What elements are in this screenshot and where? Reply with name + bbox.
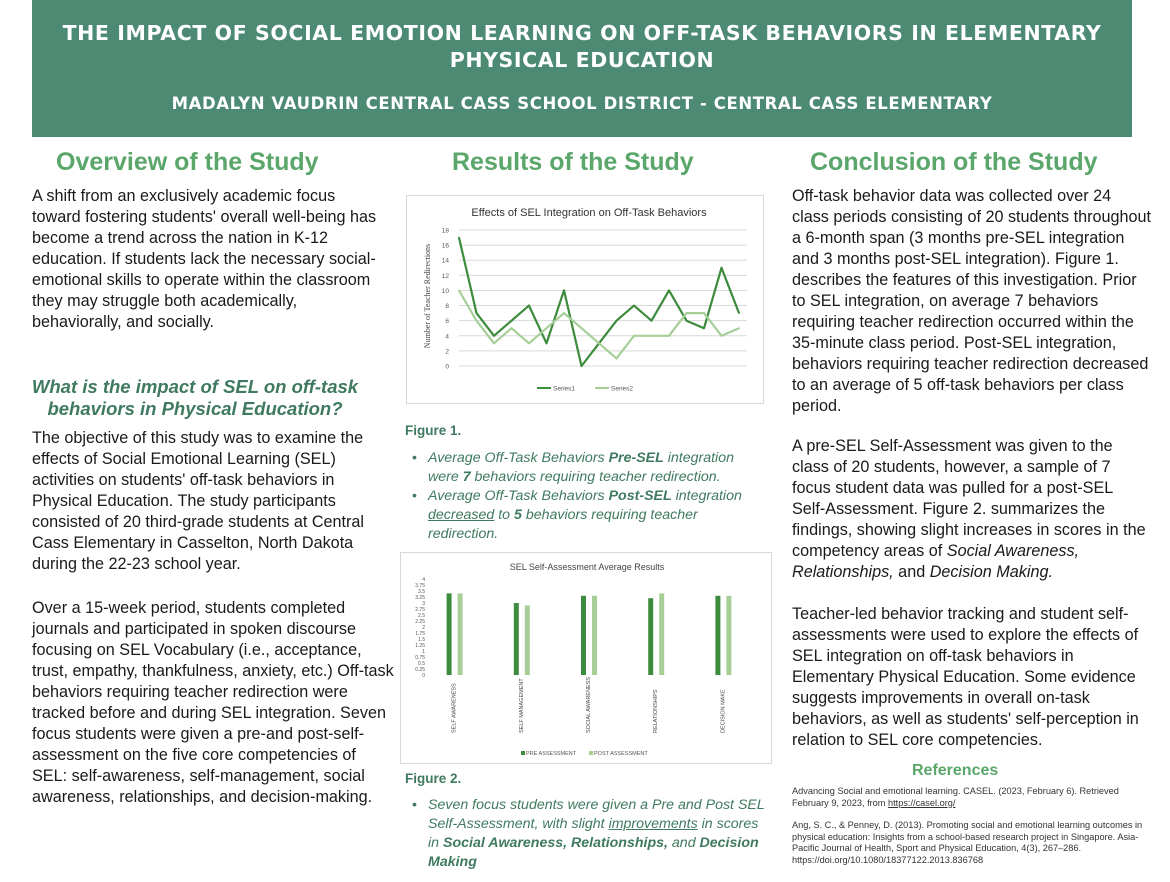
fig2-areas: Social Awareness, Relationships, [442,835,668,851]
line-series-2-point [476,320,478,322]
bar-chart-category-label: DECISION MAKE [720,689,727,733]
line-series-2-point [651,335,653,337]
research-question [10,376,380,420]
research-question-line-2: behaviors in Physical Education? [47,398,343,419]
fig2-text-e: and [667,835,700,851]
bar-chart-ytick-label: 3 [422,601,425,607]
figure-2-bullet [408,796,768,872]
fig1-b2-value: 5 [513,507,522,523]
line-series-1-point [721,267,723,269]
bar-chart-svg [401,553,771,763]
bar-chart-ytick-label: 3.75 [415,583,425,589]
bar-legend-swatch [589,751,593,755]
line-chart-title: Effects of SEL Integration on Off-Task Behaviors [471,207,707,219]
fig2-decision-making: Decision Making [428,835,759,870]
line-series-1-point [476,312,478,314]
conclusion-heading: Conclusion of the Study [810,148,1098,176]
line-series-2-point [546,327,548,329]
bar-pre-assessment [715,596,720,675]
title-line-2: PHYSICAL EDUCATION [449,48,715,72]
line-chart-ytick-label: 18 [441,227,449,235]
line-legend-label: Series2 [611,385,634,393]
line-chart-ytick-label: 16 [441,242,449,250]
line-chart-ytick-label: 6 [445,318,449,326]
line-series-2-point [668,335,670,337]
reference-2: Ang, S. C., & Penney, D. (2013). Promoting social and emotional learning outcomes in physical education: Insights from a school-based research project in Singapore. Asia-Pacific Journal of Health, Sport and Physical Education, 4(3), 267–286. https://doi.org/10.1080/18377122.2013.836768 [792,820,1143,865]
line-series-1-point [528,305,530,307]
line-series-2-point [633,335,635,337]
figure-2-bullets [408,796,768,872]
line-series-1-point [633,305,635,307]
fig1-b1-pre-sel: Pre-SEL [608,450,664,466]
bar-chart-ytick-label: 0.25 [415,667,425,673]
objective-paragraph: The objective of this study was to examine the effects of Social Emotional Learning (SEL) activities on students' off-task behaviors in Physical Education. The study participants consisted of 20 third-grade students at Central Cass Elementary in Casselton, North Dakota during the 22-23 school year. [32,429,365,573]
author-line: MADALYN VAUDRIN CENTRAL CASS SCHOOL DISTRICT - CENTRAL CASS ELEMENTARY [171,94,993,113]
line-series-2-point [703,312,705,314]
line-chart-ytick-label: 0 [445,363,449,371]
line-series-1-point [651,320,653,322]
line-series-2-point [511,327,513,329]
figure-2-label: Figure 2. [405,771,462,786]
bar-chart-category-label: SELF MANAGEMENT [518,678,525,733]
figure-1-bullet-post [408,487,753,544]
line-series-1-point [563,290,565,292]
bar-post-assessment [458,593,463,675]
line-chart-ytick-label: 12 [441,272,449,280]
fig1-b2-decreased: decreased [428,507,495,523]
figure-1-bullet-pre [408,449,753,487]
bar-pre-assessment [581,596,586,675]
bar-chart-category-label: RELATIONSHIPS [653,689,660,733]
conclusion-p2-areas: Social Awareness, Relationships, [792,542,1080,581]
bar-chart-ytick-label: 3.25 [415,595,425,601]
line-series-1-point [581,365,583,367]
bar-chart-ytick-label: 2.5 [418,613,425,619]
bar-post-assessment [659,593,664,675]
line-chart-figure-1 [406,195,764,404]
fig2-improvements: improvements [608,816,698,832]
figure-1-bullets [408,449,753,544]
line-series-1-point [511,320,513,322]
line-chart-ylabel: Number of Teacher Redirections [423,243,432,349]
bar-pre-assessment [648,598,653,675]
conclusion-p2-decision: Decision Making. [929,563,1053,581]
bar-pre-assessment [514,603,519,675]
figure-1-label: Figure 1. [405,423,462,438]
conclusion-p2-text: A pre-SEL Self-Assessment was given to the class of 20 students, however, a sample of 7 focus student data was pulled for a post-SEL Self-Assessment. Figure 2. summarizes the findings, showing slight increases in scores in the competency areas of [792,437,1146,560]
conclusion-p2-and: and [893,563,930,581]
bar-chart-ytick-label: 1.25 [415,643,425,649]
bar-chart-ytick-label: 1 [422,649,425,655]
bar-post-assessment [726,596,731,675]
reference-1-link[interactable]: https://casel.org/ [888,797,956,808]
line-chart-svg [407,196,763,403]
bar-chart-ytick-label: 0 [422,673,425,679]
fig1-b2-text-c: integration [671,488,742,504]
bar-post-assessment [525,605,530,675]
references-heading: References [912,762,999,779]
bar-chart-ytick-label: 2.25 [415,619,425,625]
bar-chart-title: SEL Self-Assessment Average Results [509,562,665,572]
line-series-2-point [581,327,583,329]
line-chart-ytick-label: 14 [441,257,449,265]
bar-chart-category-label: SOCIAL AWARENESS [586,677,592,733]
line-series-2-point [738,327,740,329]
reference-1 [792,786,1152,809]
bar-chart-category-label: SELF AWARENESS [451,683,458,733]
bar-legend-label: POST ASSESSMENT [594,751,648,757]
bar-chart-ytick-label: 0.5 [418,661,425,667]
line-series-2-point [616,358,618,360]
bar-chart-ytick-label: 4 [422,577,425,583]
line-chart-ytick-label: 10 [441,287,449,295]
line-series-2-point [528,342,530,344]
fig1-b2-text-a: Average Off-Task Behaviors [428,488,609,504]
line-series-2-point [563,312,565,314]
reference-1-text: Advancing Social and emotional learning. CASEL. (2023, February 6). Retrieved February 9, 2023, from [792,786,1119,808]
line-series-1-point [458,237,460,239]
line-series-1-point [546,342,548,344]
line-series-1 [459,238,739,366]
poster-title [32,20,1132,74]
line-series-1-point [616,320,618,322]
conclusion-paragraph-2 [792,436,1147,583]
overview-intro: A shift from an exclusively academic focus toward fostering students' overall well-being has become a trend across the nation in K-12 education. If students lack the necessary social-emotional skills to operate within the classroom they may struggle both academically, behaviorally, and socially. [32,187,377,331]
bar-legend-swatch [521,751,525,755]
conclusion-paragraph-3: Teacher-led behavior tracking and student self-assessments were used to explore the effects of SEL integration on off-task behaviors in Elementary Physical Education. Some evidence suggests improvements in overall on-task behaviors, as well as students' self-perception in relation to SEL core competencies. [792,605,1139,749]
bar-post-assessment [592,596,597,675]
fig1-b1-text-e: behaviors requiring teacher redirection. [470,469,721,485]
title-line-1: THE IMPACT OF SOCIAL EMOTION LEARNING ON OFF-TASK BEHAVIORS IN ELEMENTARY [62,21,1102,45]
line-series-2-point [686,312,688,314]
line-series-2-point [721,335,723,337]
line-chart-ytick-label: 8 [445,303,449,311]
fig2-text-c: in scores in [428,816,759,851]
bar-chart-ytick-label: 0.75 [415,655,425,661]
fig1-b1-text-a: Average Off-Task Behaviors [428,450,609,466]
line-series-1-point [738,312,740,314]
line-series-1-point [686,320,688,322]
fig1-b1-value: 7 [462,469,471,485]
bar-chart-ytick-label: 1.5 [418,637,425,643]
fig1-b2-text-g: behaviors requiring teacher redirection. [428,507,698,542]
conclusion-paragraph-1: Off-task behavior data was collected over 24 class periods consisting of 20 students throughout a 6-month span (3 months pre-SEL integration and 3 months post-SEL integration). Figure 1. describes the features of this investigation. Prior to SEL integration, on average 7 behaviors requiring teacher redirection occurred within the 35-minute class period. Post-SEL integration, behaviors requiring teacher redirection decreased to an average of 5 off-task behaviors per class period. [792,187,1152,415]
results-heading: Results of the Study [452,148,694,176]
line-series-1-point [703,327,705,329]
line-series-1-point [493,335,495,337]
line-series-1-point [668,290,670,292]
bar-chart-ytick-label: 1.75 [415,631,425,637]
overview-heading: Overview of the Study [56,148,319,176]
research-question-line-1: What is the impact of SEL on off-task [31,376,359,397]
method-paragraph: Over a 15-week period, students completed journals and participated in spoken discourse focusing on SEL Vocabulary (i.e., acceptance, trust, empathy, thankfulness, anxiety, etc.) Off-task behaviors requiring teacher redirection were tracked before and during SEL integration. Seven focus students were given a pre-and post-self-assessment on the five core competencies of SEL: self-awareness, self-management, social awareness, relationships, and decision-making. [32,599,394,806]
bar-chart-figure-2 [400,552,772,764]
line-chart-ytick-label: 4 [445,333,449,341]
bar-chart-ytick-label: 2 [422,625,425,631]
line-chart-ytick-label: 2 [445,348,449,356]
line-series-2-point [598,342,600,344]
bar-chart-ytick-label: 2.75 [415,607,425,613]
line-series-2-point [458,290,460,292]
fig1-b2-text-e: to [494,507,514,523]
poster-header [32,0,1132,137]
line-legend-label: Series1 [553,385,576,393]
line-series-2-point [493,342,495,344]
fig2-text-a: Seven focus students were given a Pre and Post SEL Self-Assessment, with slight [428,797,765,832]
bar-chart-ytick-label: 3.5 [418,589,425,595]
bar-pre-assessment [447,593,452,675]
fig1-b2-post-sel: Post-SEL [608,488,672,504]
fig1-b1-text-c: integration were [428,450,734,485]
bar-legend-label: PRE ASSESSMENT [526,751,577,757]
